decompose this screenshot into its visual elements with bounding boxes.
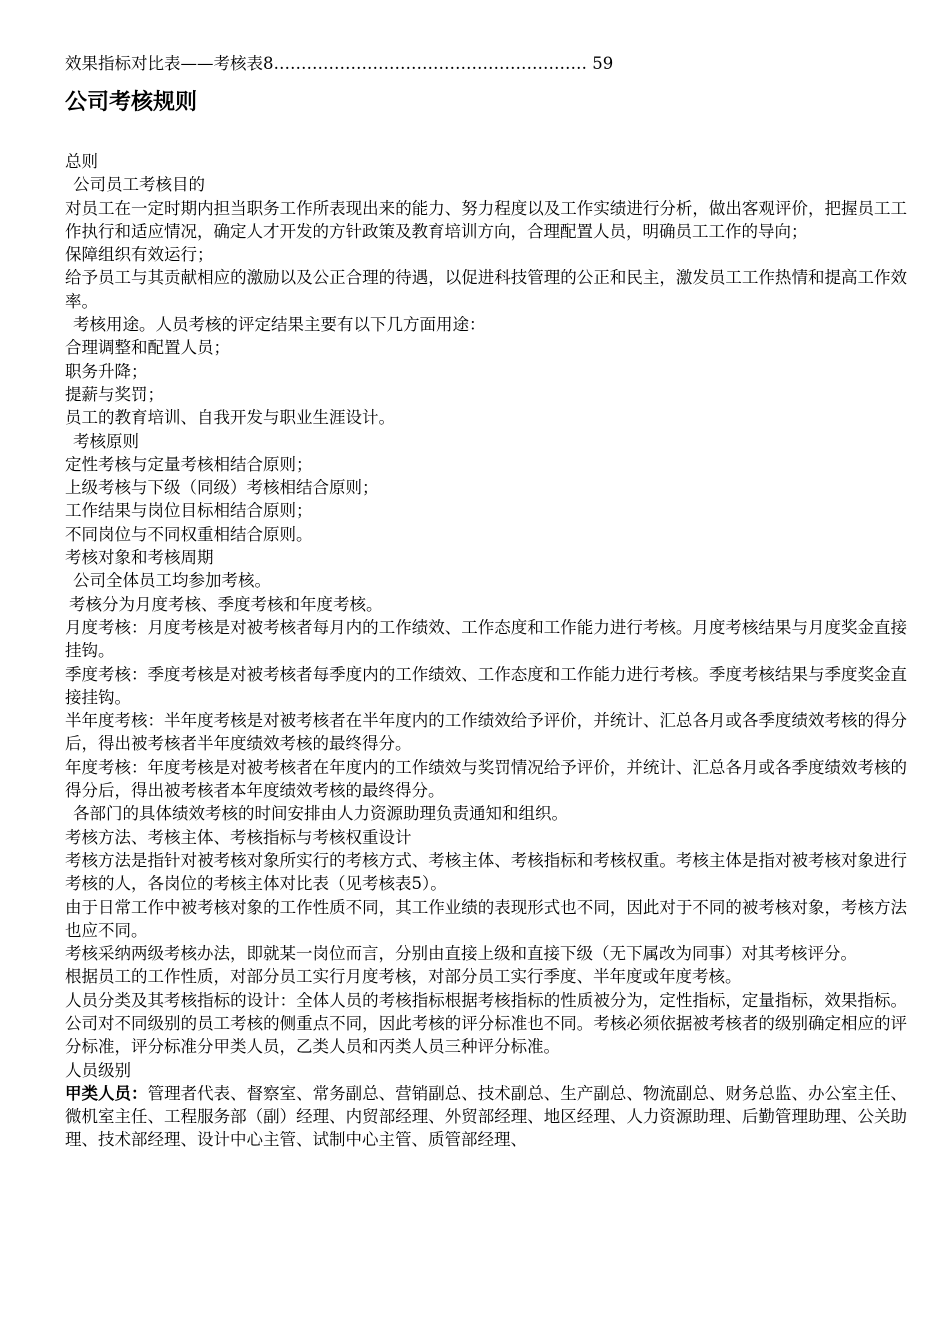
page-title: 公司考核规则	[65, 90, 198, 115]
list-item: 上级考核与下级（同级）考核相结合原则；	[65, 478, 379, 498]
subsection-heading-purpose: 公司员工考核目的	[73, 175, 205, 195]
paragraph: 公司全体员工均参加考核。	[73, 571, 271, 591]
section-heading-general: 总则	[65, 152, 98, 171]
paragraph: 对员工在一定时期内担当职务工作所表现出来的能力、努力程度以及工作实绩进行分析，做出客观评价，把握员工工作执行和适应情况，确定人才开发的方针政策及教育培训方向，合理配置人员，明确员工工作的导向；	[65, 198, 907, 241]
section-heading-targets: 考核对象和考核周期	[65, 548, 214, 568]
document-page	[65, 52, 907, 1152]
list-item: 合理调整和配置人员；	[65, 338, 230, 358]
toc-entry: 效果指标对比表——考核表8………………………………………………… 59	[65, 54, 614, 73]
list-item: 不同岗位与不同权重相结合原则。	[65, 524, 313, 544]
paragraph: 年度考核：年度考核是对被考核者在年度内的工作绩效与奖罚情况给予评价，并统计、汇总各月或各季度绩效考核的得分后，得出被考核者本年度绩效考核的最终得分。	[65, 757, 907, 801]
class-a-label: 甲类人员：	[65, 1083, 148, 1103]
paragraph: 人员分类及其考核指标的设计：全体人员的考核指标根据考核指标的性质被分为，定性指标，定量指标，效果指标。公司对不同级别的员工考核的侧重点不同，因此考核的评分标准也不同。考核必须依据被考核者的级别确定相应的评分标准，评分标准分甲类人员，乙类人员和丙类人员三种评分标准。	[65, 990, 907, 1057]
paragraph: 给予员工与其贡献相应的激励以及公正合理的待遇，以促进科技管理的公正和民主，激发员工工作热情和提高工作效率。	[65, 268, 907, 311]
list-item: 提薪与奖罚；	[65, 384, 164, 404]
paragraph: 半年度考核：半年度考核是对被考核者在半年度内的工作绩效给予评价，并统计、汇总各月或各季度绩效考核的得分后，得出被考核者半年度绩效考核的最终得分。	[65, 711, 907, 754]
list-item: 工作结果与岗位目标相结合原则；	[65, 501, 313, 521]
class-a-paragraph	[65, 1082, 907, 1152]
paragraph: 考核方法是指针对被考核对象所实行的考核方式、考核主体、考核指标和考核权重。考核主体是指对被考核对象进行考核的人，各岗位的考核主体对比表（见考核表5）。	[65, 850, 907, 894]
paragraph: 考核采纳两级考核办法，即就某一岗位而言，分别由直接上级和直接下级（无下属改为同事）对其考核评分。	[65, 944, 857, 964]
subsection-heading-usage: 考核用途。人员考核的评定结果主要有以下几方面用途：	[73, 315, 486, 335]
paragraph: 季度考核：季度考核是对被考核者每季度内的工作绩效、工作态度和工作能力进行考核。季度考核结果与季度奖金直接挂钩。	[65, 664, 907, 707]
paragraph: 根据员工的工作性质，对部分员工实行月度考核，对部分员工实行季度、半年度或年度考核。	[65, 967, 742, 987]
paragraph: 考核分为月度考核、季度考核和年度考核。	[69, 594, 383, 614]
list-item: 员工的教育培训、自我开发与职业生涯设计。	[65, 408, 395, 428]
list-item: 定性考核与定量考核相结合原则；	[65, 454, 313, 474]
paragraph: 各部门的具体绩效考核的时间安排由人力资源助理负责通知和组织。	[73, 804, 568, 824]
section-heading-methods: 考核方法、考核主体、考核指标与考核权重设计	[65, 827, 412, 847]
subsection-heading-principles: 考核原则	[73, 431, 139, 451]
class-a-text: 管理者代表、督察室、常务副总、营销副总、技术副总、生产副总、物流副总、财务总监、办公室主任、微机室主任、工程服务部（副）经理、内贸部经理、外贸部经理、地区经理、人力资源助理、后勤管理助理、公关助理、技术部经理、设计中心主管、试制中心主管、质管部经理、	[65, 1083, 908, 1150]
list-item: 职务升降；	[65, 361, 148, 381]
paragraph: 由于日常工作中被考核对象的工作性质不同，其工作业绩的表现形式也不同，因此对于不同的被考核对象，考核方法也应不同。	[65, 897, 907, 940]
section-heading-levels: 人员级别	[65, 1060, 131, 1080]
paragraph: 月度考核：月度考核是对被考核者每月内的工作绩效、工作态度和工作能力进行考核。月度考核结果与月度奖金直接挂钩。	[65, 617, 907, 661]
paragraph: 保障组织有效运行；	[65, 245, 214, 265]
